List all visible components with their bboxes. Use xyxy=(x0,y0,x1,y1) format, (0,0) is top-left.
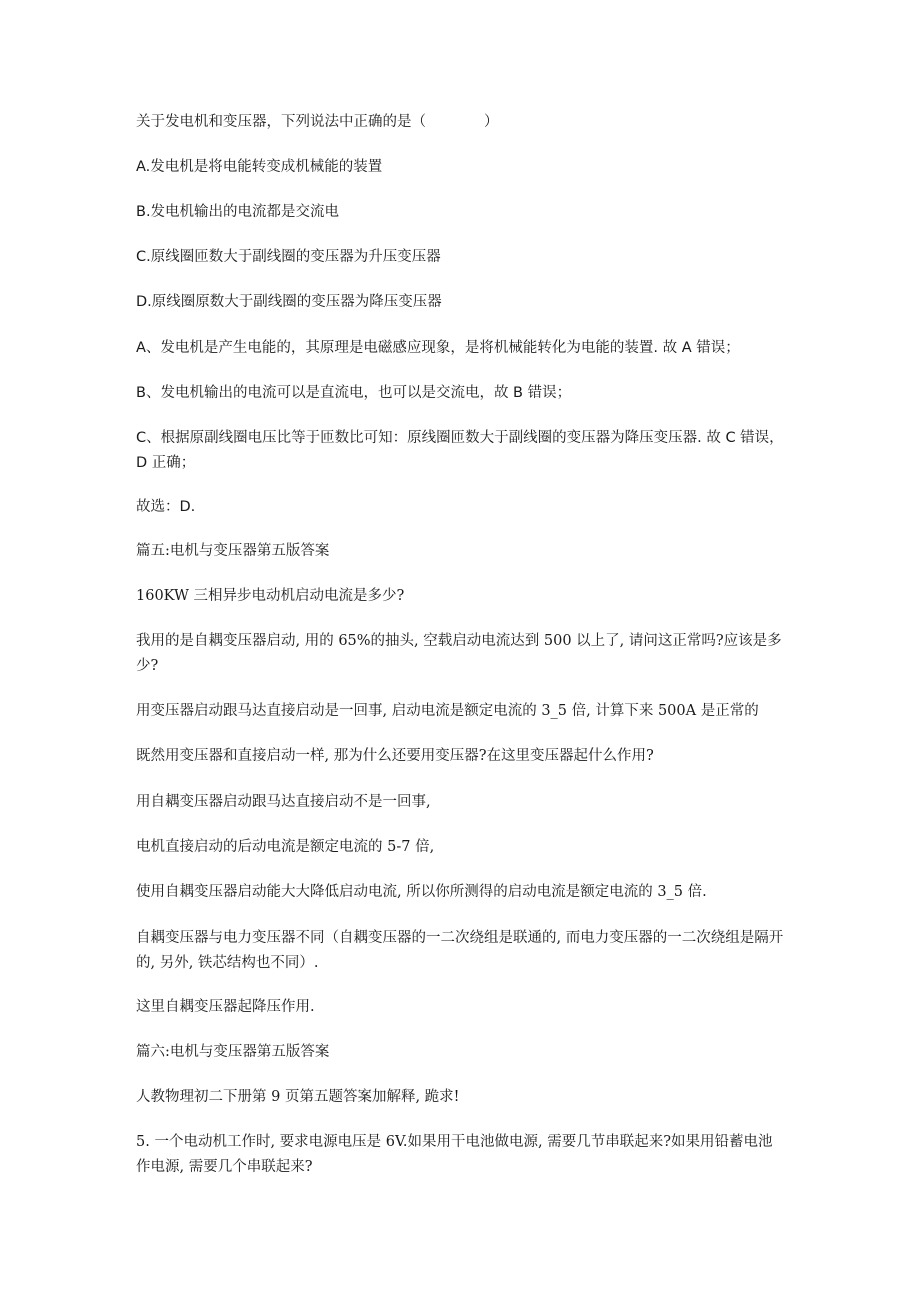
answer-transformer-start: 用变压器启动跟马达直接启动是一回事, 启动电流是额定电流的 3_5 倍, 计算下来 500A 是正常的 xyxy=(136,703,759,719)
explanation-c: C、根据原副线圈电压比等于匝数比可知：原线圈匝数大于副线圈的变压器为降压变压器. 故 C 错误，D 正确； xyxy=(136,430,784,471)
option-c: C.原线圈匝数大于副线圈的变压器为升压变压器 xyxy=(136,249,441,265)
option-a: A.发电机是将电能转变成机械能的装置 xyxy=(136,159,383,175)
answer-direct-start: 电机直接启动的后动电流是额定电流的 5-7 倍, xyxy=(136,839,435,855)
section-heading-6: 篇六:电机与变压器第五版答案 xyxy=(136,1044,330,1060)
question-stem: 关于发电机和变压器，下列说法中正确的是（ ） xyxy=(136,114,499,130)
answer-reduce-current: 使用自耦变压器启动能大大降低启动电流, 所以你所测得的启动电流是额定电流的 3_5 倍. xyxy=(136,884,707,900)
option-d: D.原线圈原数大于副线圈的变压器为降压变压器 xyxy=(136,294,442,310)
explanation-b: B、发电机输出的电流可以是直流电，也可以是交流电，故 B 错误； xyxy=(136,385,572,401)
answer-not-same: 用自耦变压器启动跟马达直接启动不是一回事, xyxy=(136,794,431,810)
followup-question: 既然用变压器和直接启动一样, 那为什么还要用变压器?在这里变压器起什么作用? xyxy=(136,748,654,764)
section-heading-5: 篇五:电机与变压器第五版答案 xyxy=(136,543,330,559)
option-b: B.发电机输出的电流都是交流电 xyxy=(136,204,340,220)
explanation-a: A、发电机是产生电能的，其原理是电磁感应现象，是将机械能转化为电能的装置. 故 A 错误； xyxy=(136,340,740,356)
answer-choice: 故选：D. xyxy=(136,499,196,515)
request-textbook-answer: 人教物理初二下册第 9 页第五题答案加解释, 跪求! xyxy=(136,1089,460,1105)
question-160kw: 160KW 三相异步电动机启动电流是多少? xyxy=(136,588,405,604)
answer-step-down: 这里自耦变压器起降压作用. xyxy=(136,999,315,1015)
question-autotransformer: 我用的是自耦变压器启动, 用的 65%的抽头, 空载启动电流达到 500 以上了, 请问这正常吗?应该是多少? xyxy=(136,633,782,674)
answer-difference: 自耦变压器与电力变压器不同（自耦变压器的一二次绕组是联通的, 而电力变压器的一二次绕组是隔开的, 另外, 铁芯结构也不同）. xyxy=(136,930,784,971)
question-5-battery: 5. 一个电动机工作时, 要求电源电压是 6V.如果用干电池做电源, 需要几节串联起来?如果用铅蓄电池作电源, 需要几个串联起来? xyxy=(136,1134,773,1175)
